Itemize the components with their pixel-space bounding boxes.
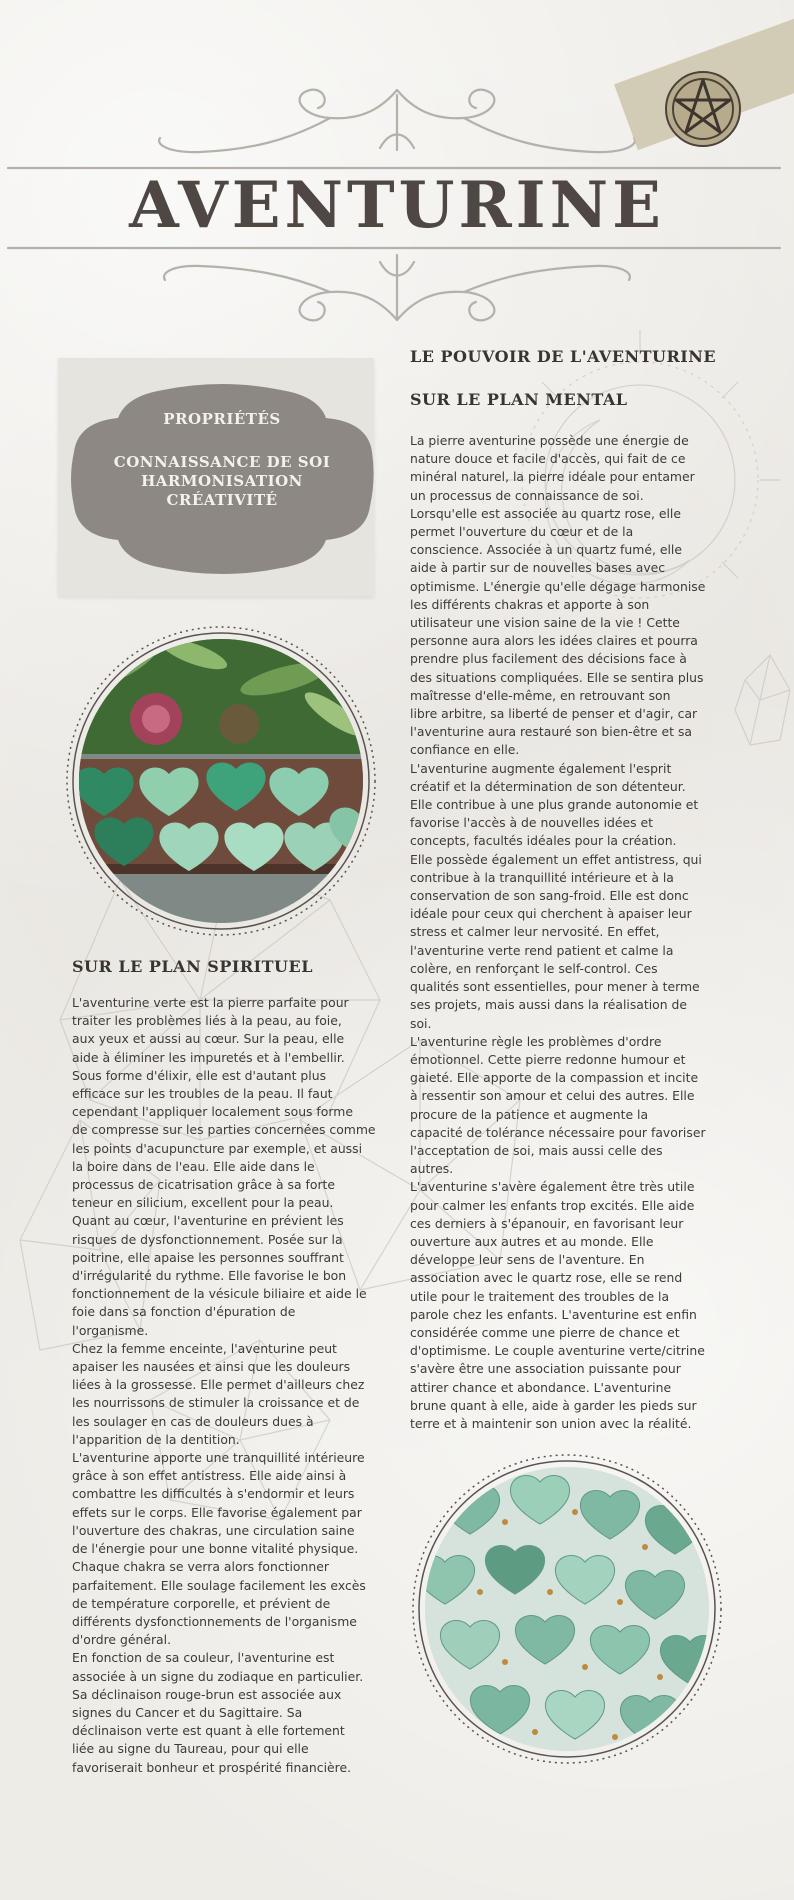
property-item: CONNAISSANCE DE SOI	[113, 453, 331, 471]
section-heading-power: LE POUVOIR DE L'AVENTURINE	[410, 347, 717, 366]
properties-list	[68, 410, 376, 510]
page-title: AVENTURINE	[129, 168, 665, 243]
section-heading-mental: SUR LE PLAN MENTAL	[410, 390, 628, 409]
spiritual-text: L'aventurine verte est la pierre parfaite pour traiter les problèmes liés à la peau, au foie, aux yeux et aussi au cœur. Sur la peau, elle aide à éliminer les impuretés et à l'embellir. Sous forme d'élixir, elle est d'autant plus efficace sur les troubles de la peau. Il faut cependant l'appliquer localement sous forme de compresse sur les parties concernées comme les points d'acupuncture par exemple, et aussi la boire dans de l'eau. Elle aide dans le processus de cicatrisation grâce à sa forte teneur en silicium, excellent pour la peau. Quant au cœur, l'aventurine en prévient les risques de dysfonctionnement. Posée sur la poitrine, elle apaise les personnes souffrant d'irrégularité du rythme. Elle favorise le bon fonctionnement de la vésicule biliaire et aide le foie dans sa fonction d'épuration de l'organisme. Chez la femme enceinte, l'aventurine peut apaiser les nausées et ainsi que les douleurs liées à la grossesse. Elle permet d'ailleurs chez les nourrissons de stimuler la croissance et de les soulager en cas de douleurs dues à l'apparition de la dentition. L'aventurine apporte une tranquillité intérieure grâce à son effet antistress. Elle aide ainsi à combattre les difficultés à s'endormir et leurs effets sur le corps. Elle favorise également par l'ouverture des chakras, une circulation saine de l'énergie pour une bonne vitalité physique. Chaque chakra se verra alors fonctionner parfaitement. Elle soulage facilement les excès de température corporelle, et prévient de différents dysfonctionnements de l'organisme d'ordre général. En fonction de sa couleur, l'aventurine est associée à un signe du zodiaque en particulier. Sa déclinaison rouge-brun est associée aux signes du Cancer et du Sagittaire. Sa déclinaison verte est quant à elle fortement liée au signe du Taureau, pour qui elle favoriserait bonheur et prospérité financière.	[72, 995, 376, 1775]
properties-title: PROPRIÉTÉS	[163, 410, 281, 428]
pentacle-icon	[662, 68, 744, 150]
mental-text: La pierre aventurine possède une énergie de nature douce et facile d'accès, qui fait de ce minéral naturel, la pierre idéale pour entamer un processus de connaissance de soi. Lorsqu'elle est associée au quartz rose, elle permet l'ouverture du cœur et de la conscience. Associée à un quartz fumé, elle aide à partir sur de nouvelles bases avec optimisme. L'énergie qu'elle dégage harmonise les différents chakras et apporte à son utilisateur une vision saine de la vie ! Cette personne aura alors les idées claires et pourra prendre plus facilement des décisions face à des situations compliquées. Elle se sentira plus maîtresse d'elle-même, en retrouvant son libre arbitre, sa liberté de penser et d'agir, car l'aventurine aura restauré son bien-être et sa confiance en elle. L'aventurine augmente également l'esprit créatif et la détermination de son détenteur. Elle contribue à une plus grande autonomie et favorise l'accès à de nouvelles idées et concepts, facultés idéales pour la création. Elle possède également un effet antistress, qui contribue à la tranquillité intérieure et à la conservation de son sang-froid. Elle est donc idéale pour ceux qui cherchent à apaiser leur stress et calmer leur nervosité. En effet, l'aventurine verte rend patient et calme la colère, en renforçant le self-control. Ces qualités sont essentielles, pour mener à terme ses projets, mais aussi dans la réalisation de soi. L'aventurine règle les problèmes d'ordre émotionnel. Cette pierre redonne humour et gaieté. Elle apporte de la compassion et incite à ressentir son amour et celui des autres. Elle procure de la patience et augmente la capacité de tolérance nécessaire pour favoriser l'acceptation de soi, mais aussi celle des autres. L'aventurine s'avère également être très utile pour calmer les enfants trop excités. Elle aide ces derniers à s'épanouir, en favorisant leur ouverture aux autres et au monde. Elle développe leur sens de l'aventure. En association avec le quartz rose, elle se rend utile pour le traitement des troubles de la parole chez les enfants. L'aventurine est enfin considérée comme une pierre de chance et d'optimisme. Le couple aventurine verte/citrine s'avère être une association puissante pour attirer chance et abondance. L'aventurine brune quant à elle, aide à garder les pieds sur terre et à maintenir son union avec la réalité.	[410, 433, 706, 1431]
aventurine-beads-photo	[410, 1452, 724, 1766]
property-item: HARMONISATION	[141, 472, 303, 490]
property-item: CRÉATIVITÉ	[166, 491, 278, 509]
aventurine-hearts-photo	[64, 624, 378, 938]
section-heading-spiritual: SUR LE PLAN SPIRITUEL	[72, 957, 313, 976]
